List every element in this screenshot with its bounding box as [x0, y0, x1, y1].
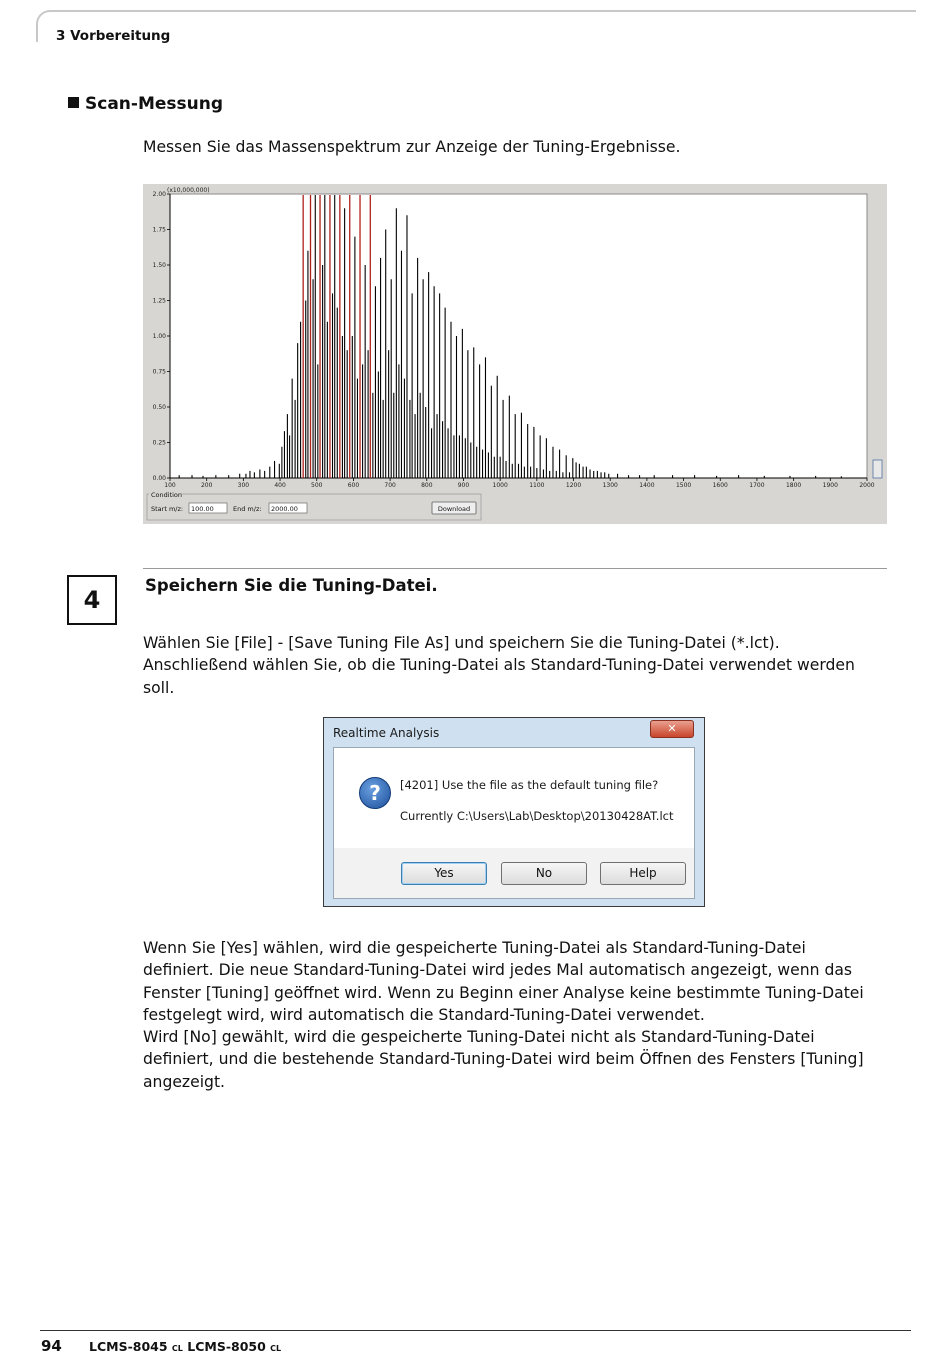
y-tick-label: 0.25: [152, 439, 166, 447]
realtime-analysis-dialog: [323, 717, 705, 907]
x-tick-label: 500: [311, 482, 323, 489]
x-tick-label: 600: [347, 482, 360, 489]
close-button[interactable]: ✕: [650, 720, 694, 738]
start-mz-label: Start m/z:: [151, 505, 184, 513]
section-heading: [68, 94, 223, 114]
dialog-body: [333, 747, 695, 899]
y-tick-label: 1.75: [152, 226, 166, 234]
mass-spectrum-chart: [143, 184, 887, 524]
yes-button[interactable]: Yes: [401, 862, 487, 885]
step-desc-line: Wählen Sie [File] - [Save Tuning File As] und speichern Sie die Tuning-Datei (*.lct).: [143, 634, 780, 652]
x-tick-label: 1200: [565, 482, 582, 489]
x-tick-label: 1100: [529, 482, 545, 489]
y-tick-label: 2.00: [152, 191, 166, 198]
x-tick-label: 1900: [822, 482, 838, 489]
x-tick-label: 700: [384, 482, 396, 489]
step-title: Speichern Sie die Tuning-Datei.: [145, 576, 438, 595]
chapter-title: 3 Vorbereitung: [56, 28, 171, 44]
step-desc-line: soll.: [143, 678, 175, 697]
y-tick-label: 0.75: [152, 368, 166, 376]
explanation-line: angezeigt.: [143, 1072, 226, 1091]
square-bullet-icon: [68, 97, 79, 108]
y-tick-label: 0.50: [152, 404, 166, 411]
dialog-title: Realtime Analysis: [333, 726, 440, 740]
step-description: [143, 632, 895, 699]
condition-legend: Condition: [151, 491, 183, 499]
dialog-file-path: Currently C:\Users\Lab\Desktop\20130428AT.lct: [400, 809, 674, 823]
x-tick-label: 100: [164, 482, 176, 489]
model-b: LCMS-8050: [187, 1339, 266, 1354]
model-b-suffix: CL: [270, 1344, 282, 1353]
x-tick-label: 200: [200, 482, 213, 489]
explanation-line: Wird [No] gewählt, wird die gespeicherte Tuning-Datei nicht als Standard-Tuning-Datei: [143, 1028, 815, 1047]
x-tick-label: 1000: [492, 482, 508, 489]
x-tick-label: 1400: [639, 482, 655, 489]
x-tick-label: 400: [274, 482, 286, 489]
section-heading-text: Scan-Messung: [85, 94, 224, 114]
dialog-message: [4201] Use the file as the default tuning file?: [400, 778, 659, 792]
mass-spectrum-panel: [143, 184, 887, 524]
footer-rule: [40, 1330, 911, 1331]
x-tick-label: 900: [457, 482, 470, 489]
x-tick-label: 1500: [675, 482, 692, 489]
x-tick-label: 1700: [749, 482, 765, 489]
x-tick-label: 1600: [712, 482, 728, 489]
end-mz-value: 2000.00: [271, 505, 298, 513]
step-number: 4: [67, 575, 117, 625]
x-ticks-group: [164, 478, 875, 489]
result-explanation: [143, 937, 903, 1093]
question-icon: ?: [359, 777, 391, 809]
y-tick-label: 1.25: [152, 297, 166, 305]
section-intro: Messen Sie das Massenspektrum zur Anzeige der Tuning-Ergebnisse.: [143, 138, 681, 156]
no-button[interactable]: No: [501, 862, 587, 885]
y-tick-label: 1.50: [152, 262, 166, 269]
y-ticks-group: [153, 191, 170, 482]
zoom-icon[interactable]: [873, 460, 882, 478]
end-mz-label: End m/z:: [233, 505, 262, 513]
model-a: LCMS-8045: [89, 1339, 168, 1354]
start-mz-value: 100.00: [191, 505, 214, 513]
explanation-line: Wenn Sie [Yes] wählen, wird die gespeicherte Tuning-Datei als Standard-Tuning-Datei: [143, 939, 806, 957]
plot-area: [170, 194, 867, 478]
model-names: [89, 1339, 281, 1354]
y-tick-label: 0.00: [152, 475, 166, 482]
page-number: 94: [41, 1337, 62, 1355]
model-a-suffix: CL: [171, 1344, 183, 1353]
download-button-label: Download: [437, 505, 471, 513]
step-desc-line: Anschließend wählen Sie, ob die Tuning-Datei als Standard-Tuning-Datei verwendet werden: [143, 656, 855, 675]
explanation-line: festgelegt wird, wird automatisch die Standard-Tuning-Datei verwendet.: [143, 1005, 705, 1024]
dialog-content: [334, 748, 694, 848]
explanation-line: definiert. Die neue Standard-Tuning-Datei wird jedes Mal automatisch angezeigt, wenn das: [143, 961, 853, 980]
x-tick-label: 300: [237, 482, 250, 489]
help-button[interactable]: Help: [600, 862, 686, 885]
explanation-line: definiert, und die bestehende Standard-Tuning-Datei wird beim Öffnen des Fensters [Tuning]: [143, 1050, 864, 1069]
y-tick-label: 1.00: [152, 333, 166, 340]
explanation-line: Fenster [Tuning] geöffnet wird. Wenn zu Beginn einer Analyse keine bestimmte Tuning-Datei: [143, 983, 864, 1002]
x-tick-label: 1800: [785, 482, 802, 489]
x-tick-label: 800: [421, 482, 433, 489]
x-tick-label: 2000: [859, 482, 875, 489]
y-multiplier-label: (x10,000,000): [167, 187, 210, 194]
x-tick-label: 1300: [602, 482, 618, 489]
step-divider: [143, 568, 887, 569]
